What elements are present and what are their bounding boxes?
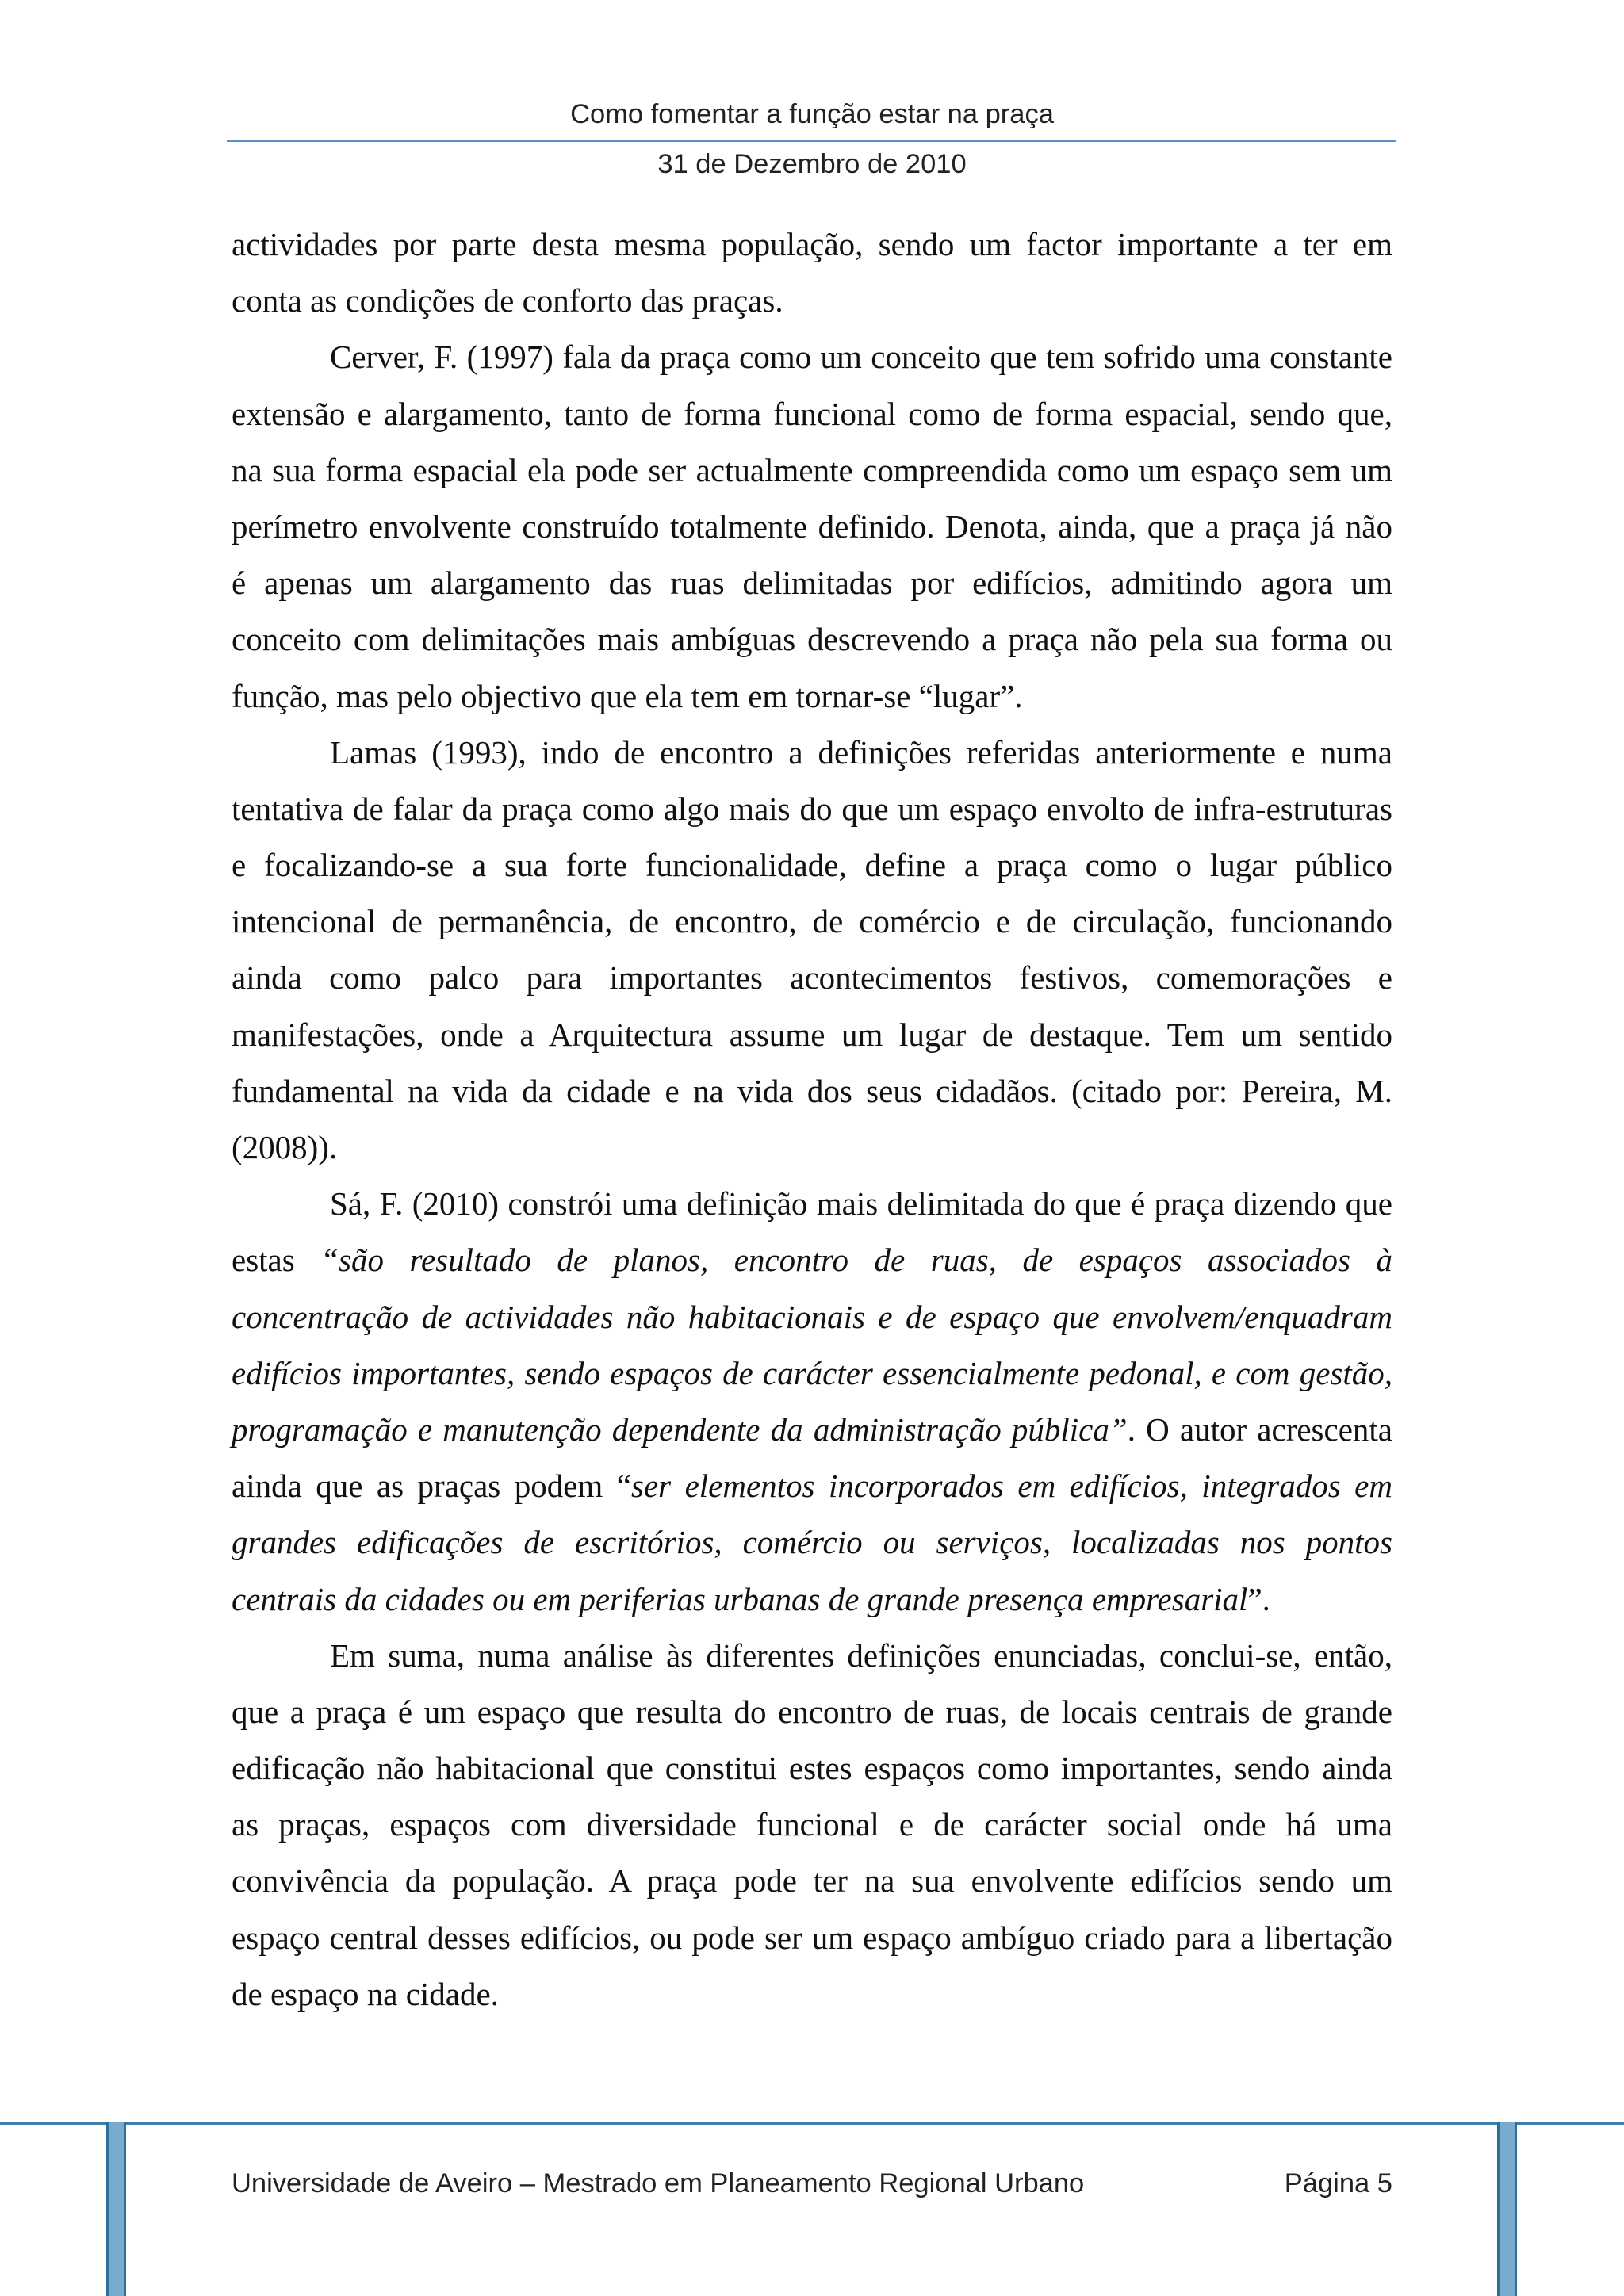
text-line (232, 611, 1392, 668)
italic-quote-segment: centrais da cidades ou em periferias urbanas de grande presença empresarial (232, 1580, 1248, 1617)
text-segment: que a praça é um espaço que resulta do encontro de ruas, de locais centrais de grande (232, 1693, 1392, 1730)
paragraph (232, 1628, 1392, 2022)
text-line (232, 1289, 1392, 1345)
italic-quote-segment: programação e manutenção dependente da administração pública” (232, 1410, 1128, 1448)
text-line (232, 1119, 1392, 1176)
header-date: 31 de Dezembro de 2010 (657, 149, 967, 179)
text-segment: espaço central desses edifícios, ou pode ser um espaço ambíguo criado para a libertação (232, 1919, 1392, 1956)
footer-rule (0, 2122, 1624, 2125)
paragraph (232, 725, 1392, 1177)
text-segment: actividades por parte desta mesma população, sendo um factor importante a ter em (232, 226, 1392, 262)
text-line (232, 1628, 1392, 1684)
text-segment: (2008)). (232, 1129, 338, 1165)
body-text (232, 216, 1392, 2022)
text-line (232, 837, 1392, 894)
text-segment: ainda como palco para importantes acontecimentos festivos, comemorações e (232, 959, 1392, 997)
text-line (232, 1797, 1392, 1853)
text-line (232, 1232, 1392, 1288)
footer-right-bar (1497, 2122, 1517, 2296)
header-title: Como fomentar a função estar na praça (570, 99, 1054, 129)
header-rule (227, 140, 1396, 142)
text-segment: manifestações, onde a Arquitectura assume um lugar de destaque. Tem um sentido (232, 1016, 1392, 1053)
text-line (232, 1345, 1392, 1402)
text-line (232, 668, 1392, 725)
text-line (232, 329, 1392, 385)
text-line (232, 1402, 1392, 1458)
text-segment: convivência da população. A praça pode ter na sua envolvente edifícios sendo um (232, 1862, 1392, 1900)
text-segment: Cerver, F. (1997) fala da praça como um conceito que tem sofrido uma constante (330, 339, 1392, 376)
text-segment: perímetro envolvente construído totalmente definido. Denota, ainda, que a praça já não (232, 507, 1392, 545)
text-line (232, 1514, 1392, 1571)
text-segment: conceito com delimitações mais ambíguas descrevendo a praça não pela sua forma ou (232, 621, 1392, 658)
text-segment: extensão e alargamento, tanto de forma funcional como de forma espacial, sendo que, (232, 395, 1392, 432)
text-segment: intencional de permanência, de encontro, de comércio e de circulação, funcionando (232, 903, 1392, 940)
text-segment: Sá, F. (2010) constrói uma definição mais delimitada do que é praça dizendo que (330, 1185, 1392, 1223)
paragraph (232, 329, 1392, 724)
text-line (232, 1910, 1392, 1966)
text-segment: ainda que as praças podem “ (232, 1468, 631, 1505)
text-line (232, 1063, 1392, 1119)
text-line (232, 386, 1392, 442)
text-line (232, 216, 1392, 273)
text-line (232, 1966, 1392, 2022)
italic-quote-segment: edifícios importantes, sendo espaços de carácter essencialmente pedonal, e com gestão, (232, 1354, 1392, 1391)
text-line (232, 1740, 1392, 1797)
text-line (232, 1176, 1392, 1232)
text-line (232, 442, 1392, 499)
text-segment: as praças, espaços com diversidade funcional e de carácter social onde há uma (232, 1806, 1392, 1843)
text-segment: estas (232, 1242, 321, 1279)
text-segment: é apenas um alargamento das ruas delimitadas por edifícios, admitindo agora um (232, 564, 1392, 602)
text-segment: . O autor acrescenta (1127, 1410, 1392, 1448)
text-line (232, 273, 1392, 329)
text-line (232, 894, 1392, 950)
italic-quote-segment: grandes edificações de escritórios, comércio ou serviços, localizadas nos pontos (232, 1524, 1392, 1561)
text-segment: edificação não habitacional que constitui estes espaços como importantes, sendo ainda (232, 1750, 1392, 1787)
text-line (232, 1684, 1392, 1740)
footer-institution: Universidade de Aveiro – Mestrado em Planeamento Regional Urbano (232, 2168, 1085, 2198)
text-line (232, 499, 1392, 555)
text-line (232, 1007, 1392, 1063)
text-line (232, 1458, 1392, 1514)
text-line (232, 1853, 1392, 1909)
text-segment: na sua forma espacial ela pode ser actualmente compreendida como um espaço sem um (232, 451, 1392, 488)
text-line (232, 950, 1392, 1006)
text-segment: fundamental na vida da cidade e na vida dos seus cidadãos. (citado por: Pereira, M. (232, 1072, 1392, 1109)
text-line (232, 781, 1392, 837)
paragraph (232, 216, 1392, 329)
text-segment: função, mas pelo objectivo que ela tem em tornar-se “lugar”. (232, 677, 1023, 714)
page-number: Página 5 (1284, 2168, 1392, 2198)
text-segment: ”. (1247, 1580, 1270, 1617)
text-segment: tentativa de falar da praça como algo mais do que um espaço envolto de infra-estruturas (232, 790, 1392, 827)
text-segment: conta as condições de conforto das praças. (232, 282, 783, 320)
text-segment: e focalizando-se a sua forte funcionalidade, define a praça como o lugar público (232, 847, 1392, 884)
text-line (232, 555, 1392, 611)
text-segment: de espaço na cidade. (232, 1975, 499, 2012)
paragraph (232, 1176, 1392, 1628)
italic-quote-segment: concentração de actividades não habitacionais e de espaço que envolvem/enquadram (232, 1298, 1392, 1335)
footer (232, 2164, 1392, 2202)
italic-quote-segment: “são resultado de planos, encontro de ruas, de espaços associados à (320, 1242, 1392, 1279)
italic-quote-segment: ser elementos incorporados em edifícios, integrados em (630, 1468, 1392, 1505)
text-line (232, 1571, 1392, 1628)
text-segment: Lamas (1993), indo de encontro a definições referidas anteriormente e numa (330, 733, 1392, 771)
text-line (232, 725, 1392, 781)
footer-left-bar (106, 2122, 126, 2296)
text-segment: Em suma, numa análise às diferentes definições enunciadas, conclui-se, então, (330, 1636, 1392, 1674)
